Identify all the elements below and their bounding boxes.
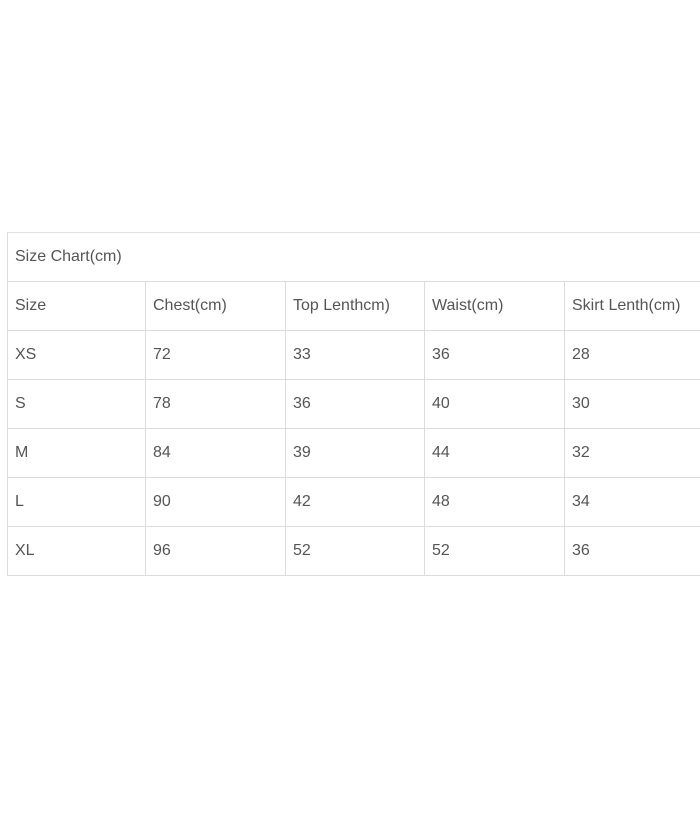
table-row bbox=[8, 478, 700, 527]
table-cell: XL bbox=[8, 527, 146, 576]
table-cell: XS bbox=[8, 331, 146, 380]
table-cell: 72 bbox=[146, 331, 286, 380]
caption-row bbox=[8, 233, 700, 282]
header-row bbox=[8, 282, 700, 331]
table-row bbox=[8, 527, 700, 576]
table-cell: 52 bbox=[425, 527, 565, 576]
table-cell: 42 bbox=[286, 478, 425, 527]
table-cell: 84 bbox=[146, 429, 286, 478]
table-cell: 52 bbox=[286, 527, 425, 576]
table-cell: S bbox=[8, 380, 146, 429]
table-cell: 34 bbox=[565, 478, 700, 527]
header-cell-top-length: Top Lenthcm) bbox=[286, 282, 425, 331]
header-cell-size: Size bbox=[8, 282, 146, 331]
table-cell: 39 bbox=[286, 429, 425, 478]
table-caption: Size Chart(cm) bbox=[8, 233, 700, 282]
table-cell: 48 bbox=[425, 478, 565, 527]
table-row bbox=[8, 380, 700, 429]
table-cell: 90 bbox=[146, 478, 286, 527]
table-cell: 96 bbox=[146, 527, 286, 576]
table-cell: 78 bbox=[146, 380, 286, 429]
table-cell: 40 bbox=[425, 380, 565, 429]
table-cell: 36 bbox=[425, 331, 565, 380]
table-row bbox=[8, 429, 700, 478]
table-cell: 36 bbox=[286, 380, 425, 429]
table-cell: 30 bbox=[565, 380, 700, 429]
size-chart-table bbox=[7, 232, 700, 576]
table-cell: 44 bbox=[425, 429, 565, 478]
table-cell: 33 bbox=[286, 331, 425, 380]
table-cell: L bbox=[8, 478, 146, 527]
table-cell: 28 bbox=[565, 331, 700, 380]
table-row bbox=[8, 331, 700, 380]
table-cell: M bbox=[8, 429, 146, 478]
header-cell-waist: Waist(cm) bbox=[425, 282, 565, 331]
table-cell: 36 bbox=[565, 527, 700, 576]
header-cell-chest: Chest(cm) bbox=[146, 282, 286, 331]
header-cell-skirt-length: Skirt Lenth(cm) bbox=[565, 282, 700, 331]
table-cell: 32 bbox=[565, 429, 700, 478]
